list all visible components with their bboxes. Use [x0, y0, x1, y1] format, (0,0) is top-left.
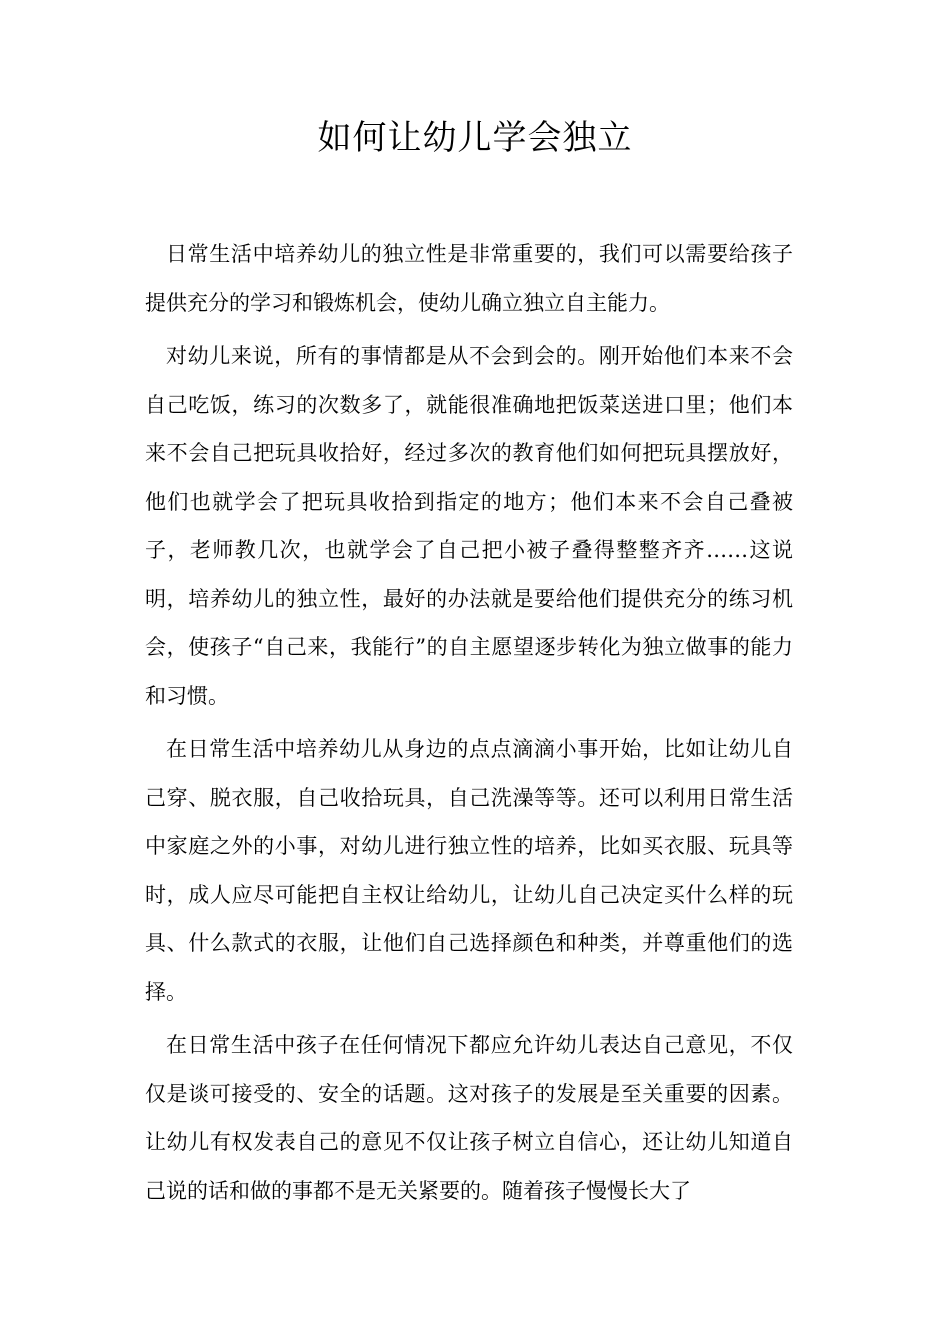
paragraph-4: 在日常生活中孩子在任何情况下都应允许幼儿表达自己意见，不仅仅是谈可接受的、安全的话题。这对孩子的发展是至关重要的因素。让幼儿有权发表自己的意见不仅让孩子树立自信心，还让幼儿知道自己说的话和做的事都不是无关紧要的。随着孩子慢慢长大了: [145, 1033, 793, 1203]
document-title: 如何让幼儿学会独立: [317, 118, 633, 158]
document-body: [145, 230, 793, 1220]
paragraph-3: 在日常生活中培养幼儿从身边的点点滴滴小事开始，比如让幼儿自己穿、脱衣服，自己收拾玩具，自己洗澡等等。还可以利用日常生活中家庭之外的小事，对幼儿进行独立性的培养，比如买衣服、玩具等时，成人应尽可能把自主权让给幼儿，让幼儿自己决定买什么样的玩具、什么款式的衣服，让他们自己选择颜色和种类，并尊重他们的选择。: [145, 737, 793, 1004]
paragraph-1: 日常生活中培养幼儿的独立性是非常重要的，我们可以需要给孩子提供充分的学习和锻炼机会，使幼儿确立独立自主能力。: [145, 242, 793, 315]
paragraph-2: 对幼儿来说，所有的事情都是从不会到会的。刚开始他们本来不会自己吃饭，练习的次数多了，就能很准确地把饭菜送进口里；他们本来不会自己把玩具收拾好，经过多次的教育他们如何把玩具摆放好，他们也就学会了把玩具收拾到指定的地方；他们本来不会自己叠被子，老师教几次，也就学会了自己把小被子叠得整整齐齐……这说明，培养幼儿的独立性，最好的办法就是要给他们提供充分的练习机会，使孩子“自己来，我能行”的自主愿望逐步转化为独立做事的能力和习惯。: [145, 344, 793, 708]
